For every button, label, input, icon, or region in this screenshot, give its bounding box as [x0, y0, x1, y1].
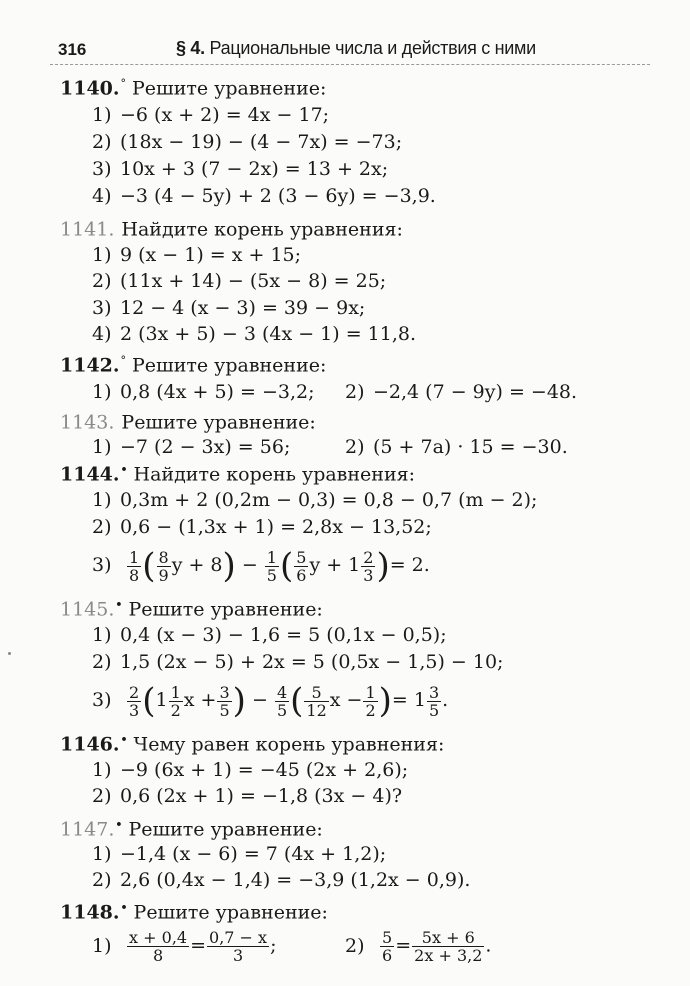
problem-title: Найдите корень уравнения: [121, 218, 403, 241]
fraction: $\frac{2}{3}$ [363, 547, 374, 585]
problem-1145-heading [60, 598, 323, 620]
fraction: $\frac{5x + 6}{2x + 3,2}$ [414, 928, 483, 965]
problem-item: 1) 0,8 (4x + 5) = −3,2; [92, 381, 315, 403]
equation: 2 (3x + 5) − 3 (4x − 1) = 11,8. [120, 323, 417, 345]
problem-title: Найдите корень уравнения: [133, 463, 416, 486]
difficulty-mark: • [120, 733, 128, 746]
equation: (11x + 14) − (5x − 8) = 25; [120, 270, 387, 292]
problem-title: Решите уравнение: [132, 77, 327, 100]
problem-item: 1) −7 (2 − 3x) = 56; [92, 436, 291, 458]
fraction: $\frac{8}{9}$ [158, 547, 169, 585]
problem-item: 2) (11x + 14) − (5x − 8) = 25; [92, 270, 387, 292]
problem-item: 4) −3 (4 − 5y) + 2 (3 − 6y) = −3,9. [92, 185, 436, 207]
problem-number: 1147. [60, 818, 115, 841]
equation: 2,6 (0,4x − 1,4) = −3,9 (1,2x − 0,9). [120, 869, 471, 891]
difficulty-mark: ° [120, 77, 126, 90]
problem-item-fraction: 2) $\frac{5}{6}$ = $\frac{5x + 6}{2x + 3,2}$ . [345, 928, 492, 965]
problem-title: Решите уравнение: [128, 598, 323, 621]
difficulty-mark: • [120, 463, 128, 476]
fraction: $\frac{3}{5}$ [428, 682, 440, 720]
equation: −7 (2 − 3x) = 56; [120, 436, 291, 458]
problem-item-fraction: 3) $\frac{2}{3}$ (1 $\frac{1}{2}$ x + $\frac{3}{5}$ ) − $\frac{4}{5}$ ( $\frac{5}{12}$ x − $\frac{1}{2}$ )= 1 $\frac{3}{5}$ . [92, 681, 449, 721]
problem-item: 1) 0,4 (x − 3) − 1,6 = 5 (0,1x − 0,5); [92, 624, 447, 646]
problem-item-fraction: 1) $\frac{x + 0,4}{8}$ = $\frac{0,7 - x}{3}$ ; [92, 928, 277, 965]
section-title [176, 38, 536, 59]
problem-title: Решите уравнение: [132, 354, 327, 377]
fraction: $\frac{5}{6}$ [382, 928, 393, 965]
equation: 0,3m + 2 (0,2m − 0,3) = 0,8 − 0,7 (m − 2); [120, 489, 538, 511]
problem-item: 2) 0,6 − (1,3x + 1) = 2,8x − 13,52; [92, 516, 432, 538]
equation: 1,5 (2x − 5) + 2x = 5 (0,5x − 1,5) − 10; [120, 651, 504, 673]
page-header [58, 34, 650, 64]
problem-1141-heading [60, 218, 403, 240]
problem-item: 1) −1,4 (x − 6) = 7 (4x + 1,2); [92, 843, 387, 865]
problem-number: 1144. [60, 463, 120, 486]
equation: −2,4 (7 − 9y) = −48. [373, 381, 578, 403]
problem-1144-heading [60, 463, 415, 485]
problem-1148-heading [60, 901, 328, 923]
fraction: $\frac{5}{12}$ [306, 682, 327, 720]
problem-item: 1) 9 (x − 1) = x + 15; [92, 244, 302, 266]
difficulty-mark: • [120, 901, 128, 914]
problem-title: Решите уравнение: [128, 818, 323, 841]
section-title-text: Рациональные числа и действия с ними [209, 38, 536, 58]
problem-title: Решите уравнение: [133, 901, 328, 924]
problem-item: 1) −6 (x + 2) = 4x − 17; [92, 104, 330, 126]
section-label: § 4. [176, 38, 205, 58]
header-divider [50, 64, 650, 65]
fraction: $\frac{2}{3}$ [129, 682, 140, 720]
problem-1140-heading [60, 77, 326, 99]
problem-item: 3) 12 − 4 (x − 3) = 39 − 9x; [92, 297, 366, 319]
fraction: $\frac{4}{5}$ [276, 682, 288, 720]
problem-item-fraction: 3) $\frac{1}{8}$ ( $\frac{8}{9}$ y + 8) − $\frac{1}{5}$ ( $\frac{5}{6}$ y + 1 $\frac{2}{3}$ )= 2. [92, 546, 430, 586]
problem-item: 2) −2,4 (7 − 9y) = −48. [345, 381, 578, 403]
fraction: $\frac{0,7 - x}{3}$ [209, 928, 268, 965]
scan-speck [8, 652, 11, 655]
problem-item: 3) 10x + 3 (7 − 2x) = 13 + 2x; [92, 158, 389, 180]
equation: 0,8 (4x + 5) = −3,2; [120, 381, 315, 403]
equation: 12 − 4 (x − 3) = 39 − 9x; [120, 297, 366, 319]
problem-1143-heading [60, 411, 316, 433]
equation: 9 (x − 1) = x + 15; [120, 244, 302, 266]
equation: −6 (x + 2) = 4x − 17; [120, 104, 330, 126]
equation: (5 + 7a) · 15 = −30. [373, 436, 568, 458]
problem-number: 1142. [60, 354, 120, 377]
problem-number: 1140. [60, 77, 120, 100]
equation: 0,6 − (1,3x + 1) = 2,8x − 13,52; [120, 516, 432, 538]
fraction: $\frac{1}{2}$ [365, 682, 376, 720]
problem-number: 1146. [60, 733, 120, 756]
difficulty-mark: ° [120, 354, 126, 367]
equation: 0,4 (x − 3) − 1,6 = 5 (0,1x − 0,5); [120, 624, 447, 646]
problem-item: 2) (5 + 7a) · 15 = −30. [345, 436, 568, 458]
problem-item: 2) 0,6 (2x + 1) = −1,8 (3x − 4)? [92, 785, 403, 807]
problem-item: 2) (18x − 19) − (4 − 7x) = −73; [92, 131, 403, 153]
fraction: $\frac{x + 0,4}{8}$ [129, 928, 188, 965]
fraction: $\frac{1}{2}$ [170, 682, 181, 720]
problem-number: 1143. [60, 411, 115, 434]
equation: −1,4 (x − 6) = 7 (4x + 1,2); [120, 843, 387, 865]
equation: −3 (4 − 5y) + 2 (3 − 6y) = −3,9. [120, 185, 436, 207]
fraction: $\frac{1}{5}$ [266, 547, 277, 585]
page-number: 316 [58, 40, 87, 59]
fraction: $\frac{1}{8}$ [129, 547, 140, 585]
equation: 0,6 (2x + 1) = −1,8 (3x − 4)? [120, 785, 403, 807]
problem-item: 4) 2 (3x + 5) − 3 (4x − 1) = 11,8. [92, 323, 417, 345]
problem-item: 1) −9 (6x + 1) = −45 (2x + 2,6); [92, 759, 409, 781]
fraction: $\frac{5}{6}$ [296, 547, 307, 585]
difficulty-mark: • [115, 818, 123, 831]
problem-number: 1141. [60, 218, 115, 241]
problem-title: Чему равен корень уравнения: [133, 733, 445, 756]
problem-1146-heading [60, 733, 444, 755]
problem-item: 1) 0,3m + 2 (0,2m − 0,3) = 0,8 − 0,7 (m − 2); [92, 489, 538, 511]
equation: 10x + 3 (7 − 2x) = 13 + 2x; [120, 158, 389, 180]
problem-number: 1148. [60, 901, 120, 924]
fraction: $\frac{3}{5}$ [219, 682, 230, 720]
problem-title: Решите уравнение: [121, 411, 316, 434]
problem-number: 1145. [60, 598, 115, 621]
equation: (18x − 19) − (4 − 7x) = −73; [120, 131, 403, 153]
problem-1142-heading [60, 354, 326, 376]
equation: −9 (6x + 1) = −45 (2x + 2,6); [120, 759, 409, 781]
problem-item: 2) 2,6 (0,4x − 1,4) = −3,9 (1,2x − 0,9). [92, 869, 471, 891]
difficulty-mark: • [115, 598, 123, 611]
problem-item: 2) 1,5 (2x − 5) + 2x = 5 (0,5x − 1,5) − 10; [92, 651, 504, 673]
problem-1147-heading [60, 818, 323, 840]
